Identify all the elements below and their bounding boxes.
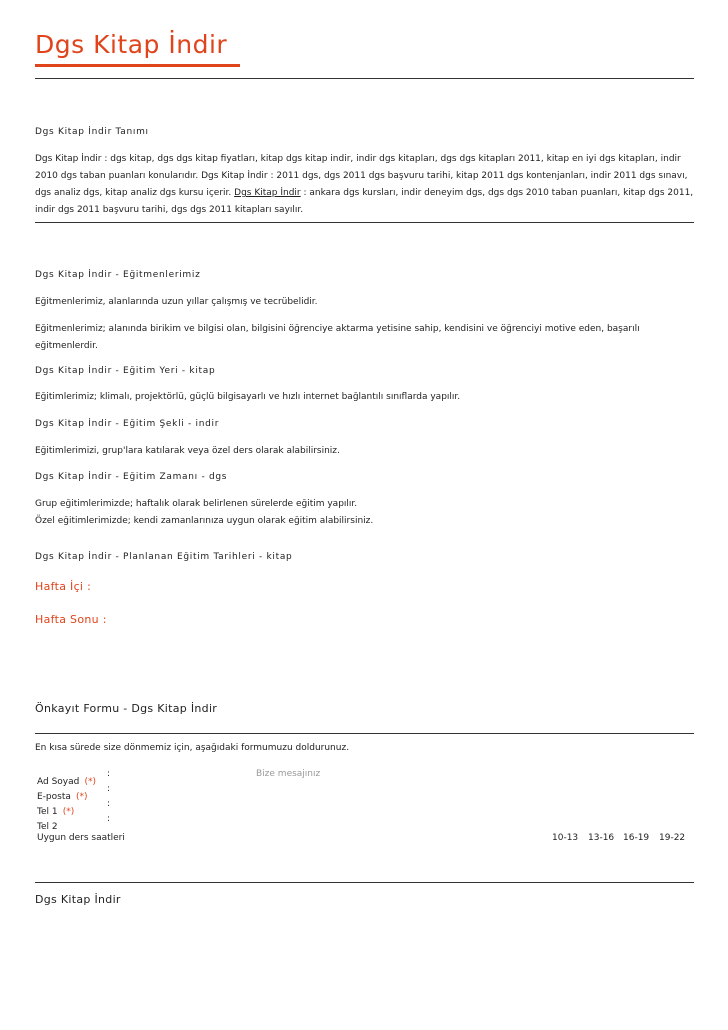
- hours-option-13-16[interactable]: 13-16: [588, 833, 615, 843]
- time-heading: Dgs Kitap İndir - Eğitim Zamanı - dgs: [35, 472, 228, 482]
- place-paragraph: Eğitimlerimiz; klimalı, projektörlü, güçlü bilgisayarlı ve hızlı internet bağlantılı sınıflarda yapılır.: [35, 392, 461, 402]
- schedule-heading: Dgs Kitap İndir - Planlanan Eğitim Tarihleri - kitap: [35, 552, 293, 562]
- instructors-paragraph-2: Eğitmenlerimiz; alanında birikim ve bilgisi olan, bilgisini öğrenciye aktarma yetisine sahip, kendisini ve öğrenciyi motive eden, başarılı eğitmenlerdir.: [35, 324, 640, 351]
- message-textarea[interactable]: Bize mesajınız: [256, 769, 321, 779]
- form-title: Önkayıt Formu - Dgs Kitap İndir: [35, 702, 218, 715]
- hours-label: Uygun ders saatleri: [37, 833, 125, 843]
- format-paragraph: Eğitimlerimizi, grup'lara katılarak veya özel ders olarak alabilirsiniz.: [35, 446, 340, 456]
- tel1-input[interactable]: [116, 799, 236, 810]
- footer-title: Dgs Kitap İndir: [35, 893, 121, 906]
- field-colon: :: [107, 814, 111, 824]
- hours-option-16-19[interactable]: 16-19: [623, 833, 650, 843]
- hours-option-10-13[interactable]: 10-13: [552, 833, 579, 843]
- form-divider: [35, 733, 694, 734]
- hours-option-19-22[interactable]: 19-22: [659, 833, 686, 843]
- definition-paragraph: [35, 151, 695, 219]
- place-heading: Dgs Kitap İndir - Eğitim Yeri - kitap: [35, 366, 216, 376]
- definition-heading: Dgs Kitap İndir Tanımı: [35, 127, 149, 137]
- footer-divider: [35, 882, 694, 883]
- required-mark: (*): [62, 807, 75, 817]
- name-label: Ad Soyad: [37, 777, 80, 787]
- definition-text-before: Dgs Kitap İndir : dgs kitap, dgs dgs kitap fiyatları, kitap dgs kitap indir, indir dgs kitapları, dgs dgs kitapları 2011, kitap en iyi dgs kitapları, indir 2010 dgs taban puanları konularıdır. Dgs Kitap İndir : 2011 dgs, dgs 2011 dgs başvuru tarihi, kitap 2011 dgs kontenjanları, indir 2011 dgs sınavı, dgs analiz dgs, kitap analiz dgs kursu içerir.: [35, 154, 688, 198]
- tel2-label: Tel 2: [37, 822, 58, 832]
- instructors-paragraph-1: Eğitmenlerimiz, alanlarında uzun yıllar çalışmış ve tecrübelidir.: [35, 297, 318, 307]
- field-colon: :: [107, 799, 111, 809]
- form-field-tel2: [37, 814, 58, 833]
- definition-link[interactable]: Dgs Kitap İndir: [234, 188, 301, 198]
- tel2-input[interactable]: [116, 814, 236, 825]
- email-input[interactable]: [116, 784, 236, 795]
- form-intro: En kısa sürede size dönmemiz için, aşağıdaki formumuzu doldurunuz.: [35, 743, 350, 753]
- instructors-heading: Dgs Kitap İndir - Eğitmenlerimiz: [35, 270, 201, 280]
- field-colon: :: [107, 769, 111, 779]
- definition-divider: [35, 222, 694, 223]
- time-line-2: Özel eğitimlerimizde; kendi zamanlarınıza uygun olarak eğitim alabilirsiniz.: [35, 516, 374, 526]
- tel1-label: Tel 1: [37, 807, 58, 817]
- email-label: E-posta: [37, 792, 71, 802]
- required-mark: (*): [84, 777, 96, 787]
- header-divider: [35, 78, 694, 79]
- field-colon: :: [107, 784, 111, 794]
- weekend-heading: Hafta Sonu :: [35, 613, 107, 626]
- name-input[interactable]: [116, 769, 236, 780]
- required-mark: (*): [75, 792, 88, 802]
- time-paragraph: [35, 496, 695, 530]
- definition-text-after: : ankara dgs kursları, indir deneyim dgs, dgs dgs 2010 taban puanları, kitap dgs 2011, indir dgs 2011 başvuru tarihi, dgs dgs 2011 kitapları sayılır.: [35, 188, 694, 215]
- page-title: Dgs Kitap İndir: [35, 30, 228, 59]
- format-heading: Dgs Kitap İndir - Eğitim Şekli - indir: [35, 419, 220, 429]
- time-line-1: Grup eğitimlerimizde; haftalık olarak belirlenen sürelerde eğitim yapılır.: [35, 499, 358, 509]
- title-underline: [35, 64, 240, 67]
- weekday-heading: Hafta İçi :: [35, 580, 92, 593]
